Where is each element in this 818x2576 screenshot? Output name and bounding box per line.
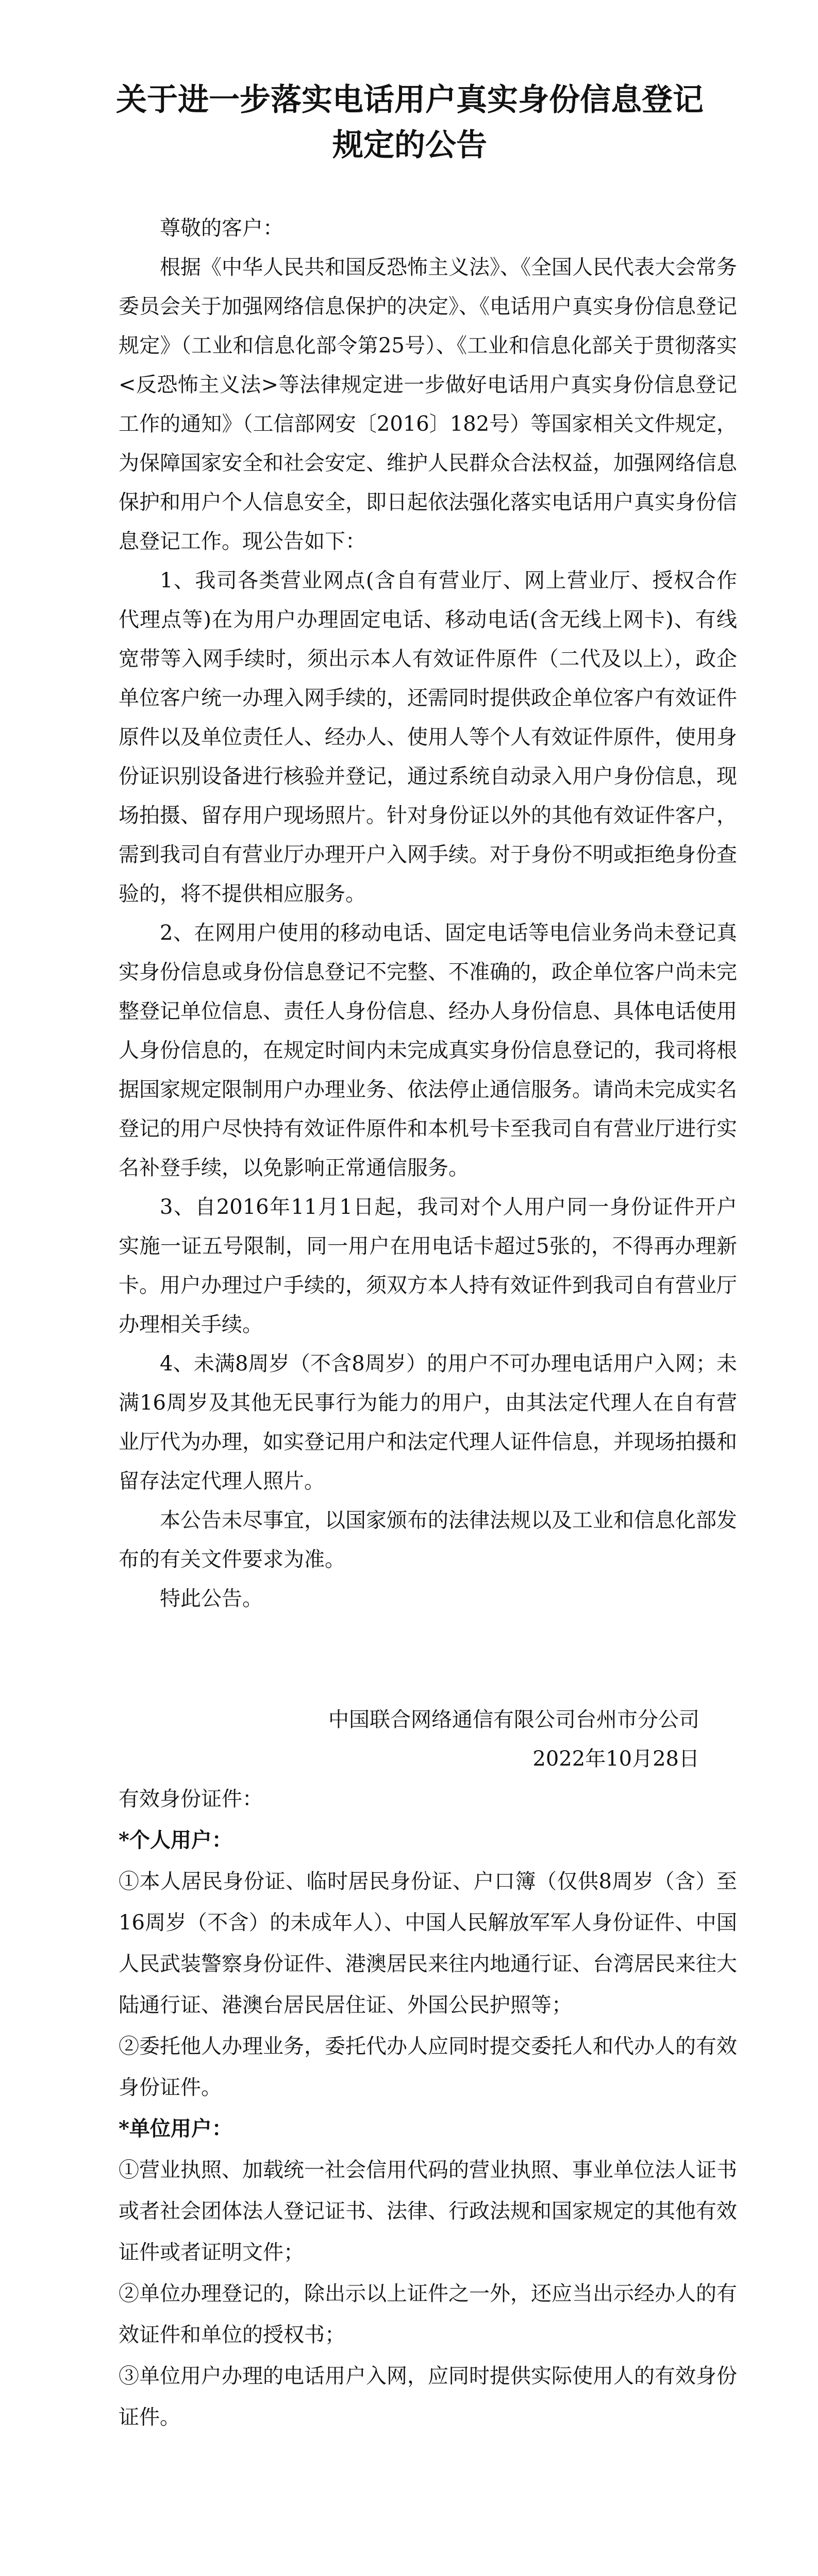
notice-body: [119, 248, 737, 1618]
intro-paragraph: 根据《中华人民共和国反恐怖主义法》、《全国人民代表大会常务委员会关于加强网络信息保护的决定》、《电话用户真实身份信息登记规定》（工业和信息化部令第25号）、《工业和信息化部关于贯彻落实<反恐怖主义法>等法律规定进一步做好电话用户真实身份信息登记工作的通知》（工信部网安〔2016〕182号）等国家相关文件规定，为保障国家安全和社会安定、维护人民群众合法权益，加强网络信息保护和用户个人信息安全，即日起依法强化落实电话用户真实身份信息登记工作。现公告如下：: [119, 256, 737, 553]
valid-id-appendix: [119, 1778, 737, 2438]
item-2-paragraph: 2、在网用户使用的移动电话、固定电话等电信业务尚未登记真实身份信息或身份信息登记不完整、不准确的，政企单位客户尚未完整登记单位信息、责任人身份信息、经办人身份信息、具体电话使用人身份信息的，在规定时间内未完成真实身份信息登记的，我司将根据国家规定限制用户办理业务、依法停止通信服务。请尚未完成实名登记的用户尽快持有效证件原件和本机号卡至我司自有营业厅进行实名补登手续，以免影响正常通信服务。: [119, 921, 737, 1180]
issue-date: 2022年10月28日: [532, 1747, 699, 1771]
item-3-paragraph: 3、自2016年11月1日起，我司对个人用户同一身份证件开户实施一证五号限制，同一用户在用电话卡超过5张的，不得再办理新卡。用户办理过户手续的，须双方本人持有效证件到我司自有营业厅办理相关手续。: [119, 1195, 737, 1336]
appendix-heading: 有效身份证件：: [119, 1787, 263, 1811]
issuer-signature: 中国联合网络通信有限公司台州市分公司: [328, 1708, 699, 1732]
closing-paragraph: 本公告未尽事宜，以国家颁布的法律法规以及工业和信息化部发布的有关文件要求为准。: [119, 1509, 737, 1571]
unit-item-1: ①营业执照、加载统一社会信用代码的营业执照、事业单位法人证书或者社会团体法人登记证书、法律、行政法规和国家规定的其他有效证件或者证明文件；: [119, 2158, 737, 2264]
unit-item-3: ③单位用户办理的电话用户入网，应同时提供实际使用人的有效身份证件。: [119, 2364, 737, 2429]
special-notice: 特此公告。: [160, 1587, 263, 1611]
personal-item-2: ②委托他人办理业务，委托代办人应同时提交委托人和代办人的有效身份证件。: [119, 2035, 737, 2099]
personal-item-1: ①本人居民身份证、临时居民身份证、户口簿（仅供8周岁（含）至16周岁（不含）的未成年人）、中国人民解放军军人身份证件、中国人民武装警察身份证件、港澳居民来往内地通行证、台湾居民来往大陆通行证、港澳台居民居住证、外国公民护照等；: [119, 1870, 737, 2017]
salutation: 尊敬的客户：: [160, 216, 283, 240]
item-4-paragraph: 4、未满8周岁（不含8周岁）的用户不可办理电话用户入网；未满16周岁及其他无民事行为能力的用户，由其法定代理人在自有营业厅代为办理，如实登记用户和法定代理人证件信息，并现场拍摄和留存法定代理人照片。: [119, 1352, 737, 1493]
item-1-paragraph: 1、我司各类营业网点(含自有营业厅、网上营业厅、授权合作代理点等)在为用户办理固定电话、移动电话(含无线上网卡)、有线宽带等入网手续时，须出示本人有效证件原件（二代及以上），政企单位客户统一办理入网手续的，还需同时提供政企单位客户有效证件原件以及单位责任人、经办人、使用人等个人有效证件原件，使用身份证识别设备进行核验并登记，通过系统自动录入用户身份信息，现场拍摄、留存用户现场照片。针对身份证以外的其他有效证件客户，需到我司自有营业厅办理开户入网手续。对于身份不明或拒绝身份查验的，将不提供相应服务。: [119, 569, 737, 906]
unit-users-heading: *单位用户：: [119, 2116, 232, 2141]
personal-users-heading: *个人用户：: [119, 1828, 232, 1852]
notice-title: 关于进一步落实电话用户真实身份信息登记规定的公告: [116, 82, 704, 163]
unit-item-2: ②单位办理登记的，除出示以上证件之一外，还应当出示经办人的有效证件和单位的授权书；: [119, 2282, 737, 2347]
